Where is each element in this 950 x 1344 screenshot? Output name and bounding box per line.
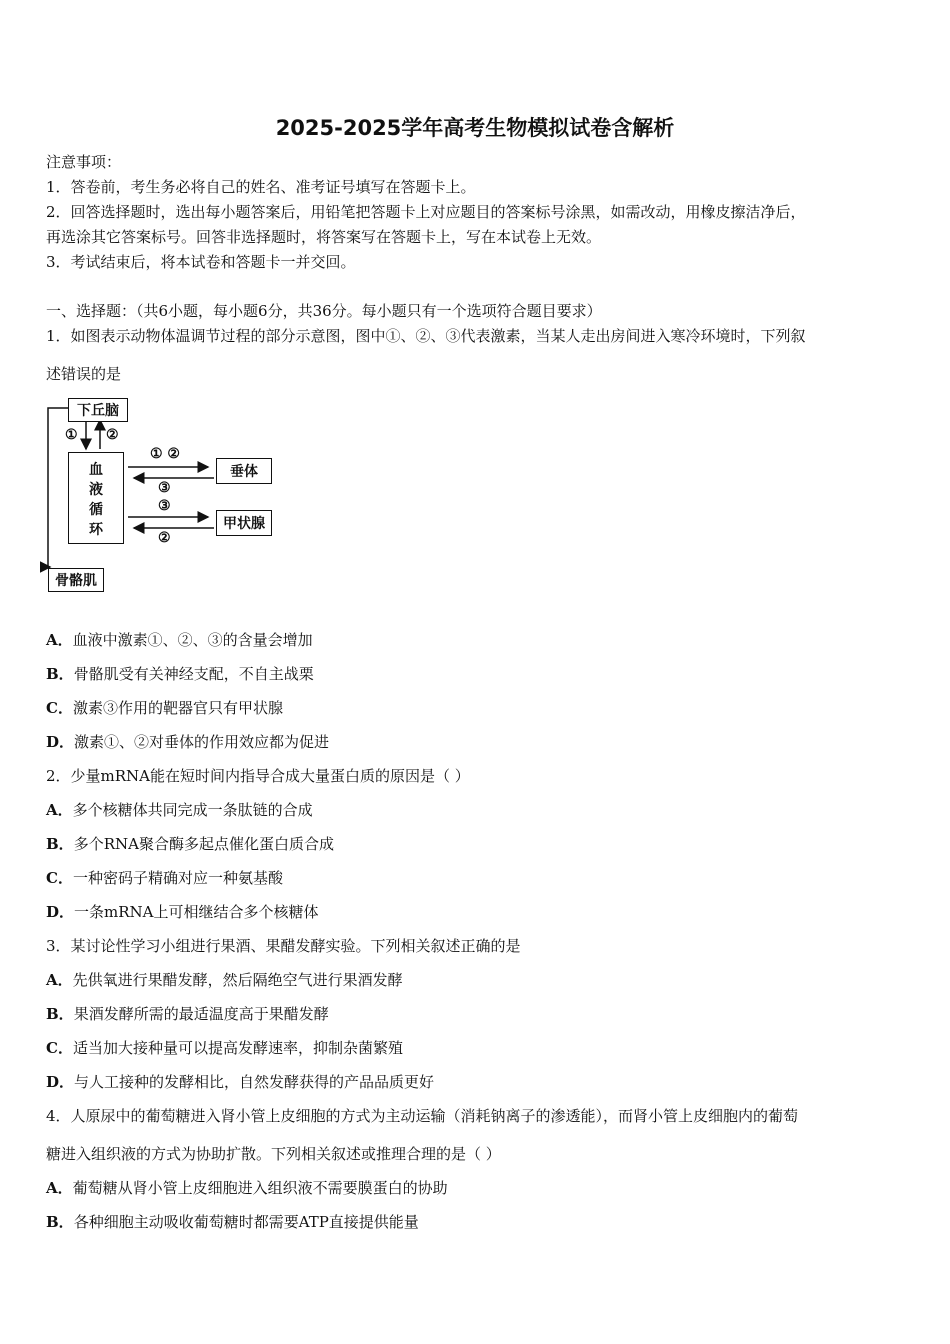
option-d (46, 902, 319, 922)
option-a (46, 630, 313, 650)
hormone-label: ③ (158, 480, 171, 496)
option-text: 一条mRNA上可相继结合多个核糖体 (74, 903, 319, 921)
option-key: C． (46, 1039, 73, 1057)
section-heading: 一、选择题：（共6小题，每小题6分，共36分。每小题只有一个选项符合题目要求） (46, 302, 602, 320)
blood-char: 液 (89, 482, 103, 498)
option-text: 激素①、②对垂体的作用效应都为促进 (74, 733, 330, 751)
notice-item: 2．回答选择题时，选出每小题答案后，用铅笔把答题卡上对应题目的答案标号涂黑，如需改动，用橡皮擦洁净后， (46, 203, 806, 221)
option-a (46, 1178, 448, 1198)
question-1-stem: 1．如图表示动物体温调节过程的部分示意图，图中①、②、③代表激素，当某人走出房间进入寒冷环境时，下列叙 (46, 327, 806, 345)
option-a (46, 970, 403, 990)
option-key: D． (46, 1073, 75, 1091)
hormone-label: ① ② (150, 446, 180, 462)
option-key: A． (46, 971, 73, 989)
option-key: B． (46, 835, 74, 853)
notice-item: 3．考试结束后，将本试卷和答题卡一并交回。 (46, 253, 356, 271)
option-text: 葡萄糖从肾小管上皮细胞进入组织液不需要膜蛋白的协助 (72, 1179, 448, 1197)
option-key: B． (46, 1213, 74, 1231)
option-d (46, 732, 329, 752)
blood-char: 血 (89, 462, 103, 478)
thermoregulation-diagram (40, 392, 290, 597)
option-key: B． (46, 1005, 74, 1023)
option-b (46, 834, 334, 854)
question-1-stem: 述错误的是 (46, 365, 122, 383)
pituitary-box: 垂体 (216, 458, 272, 484)
option-text: 先供氧进行果醋发酵，然后隔绝空气进行果酒发酵 (72, 971, 403, 989)
option-text: 多个核糖体共同完成一条肽链的合成 (72, 801, 313, 819)
notice-item: 再选涂其它答案标号。回答非选择题时，将答案写在答题卡上，写在本试卷上无效。 (46, 228, 602, 246)
blood-char: 环 (89, 522, 103, 538)
skeletal-muscle-box: 骨骼肌 (48, 568, 104, 592)
option-text: 激素③作用的靶器官只有甲状腺 (72, 699, 283, 717)
option-key: D． (46, 903, 75, 921)
notice-heading: 注意事项： (46, 153, 122, 171)
hormone-label: ② (106, 427, 119, 443)
hormone-label: ③ (158, 498, 171, 514)
question-2-stem: 2．少量mRNA能在短时间内指导合成大量蛋白质的原因是（ ） (46, 767, 470, 785)
hormone-label: ② (158, 530, 171, 546)
option-text: 骨骼肌受有关神经支配，不自主战栗 (73, 665, 314, 683)
hypothalamus-box: 下丘脑 (68, 398, 128, 422)
option-b (46, 1004, 329, 1024)
option-text: 一种密码子精确对应一种氨基酸 (72, 869, 283, 887)
hormone-label: ① (65, 427, 78, 443)
option-text: 血液中激素①、②、③的含量会增加 (72, 631, 313, 649)
option-text: 与人工接种的发酵相比，自然发酵获得的产品品质更好 (74, 1073, 435, 1091)
option-b (46, 664, 314, 684)
option-key: D． (46, 733, 75, 751)
blood-circulation-box (68, 452, 124, 544)
option-c (46, 868, 283, 888)
option-key: A． (46, 631, 73, 649)
option-a (46, 800, 313, 820)
option-c (46, 1038, 403, 1058)
option-text: 适当加大接种量可以提高发酵速率，抑制杂菌繁殖 (72, 1039, 403, 1057)
option-key: A． (46, 801, 73, 819)
option-c (46, 698, 283, 718)
option-d (46, 1072, 434, 1092)
option-text: 多个RNA聚合酶多起点催化蛋白质合成 (73, 835, 334, 853)
option-key: C． (46, 869, 73, 887)
option-text: 果酒发酵所需的最适温度高于果醋发酵 (73, 1005, 329, 1023)
option-key: B． (46, 665, 74, 683)
option-text: 各种细胞主动吸收葡萄糖时都需要ATP直接提供能量 (73, 1213, 419, 1231)
notice-item: 1．答卷前，考生务必将自己的姓名、准考证号填写在答题卡上。 (46, 178, 476, 196)
page-title: 2025-2025学年高考生物模拟试卷含解析 (275, 116, 675, 140)
thyroid-box: 甲状腺 (216, 510, 272, 536)
question-3-stem: 3．某讨论性学习小组进行果酒、果醋发酵实验。下列相关叙述正确的是 (46, 937, 521, 955)
question-4-stem: 4．人原尿中的葡萄糖进入肾小管上皮细胞的方式为主动运输（消耗钠离子的渗透能），而肾小管上皮细胞内的葡萄 (46, 1107, 799, 1125)
question-4-stem: 糖进入组织液的方式为协助扩散。下列相关叙述或推理合理的是（ ） (46, 1145, 501, 1163)
option-b (46, 1212, 419, 1232)
blood-char: 循 (89, 502, 103, 518)
option-key: A． (46, 1179, 73, 1197)
option-key: C． (46, 699, 73, 717)
